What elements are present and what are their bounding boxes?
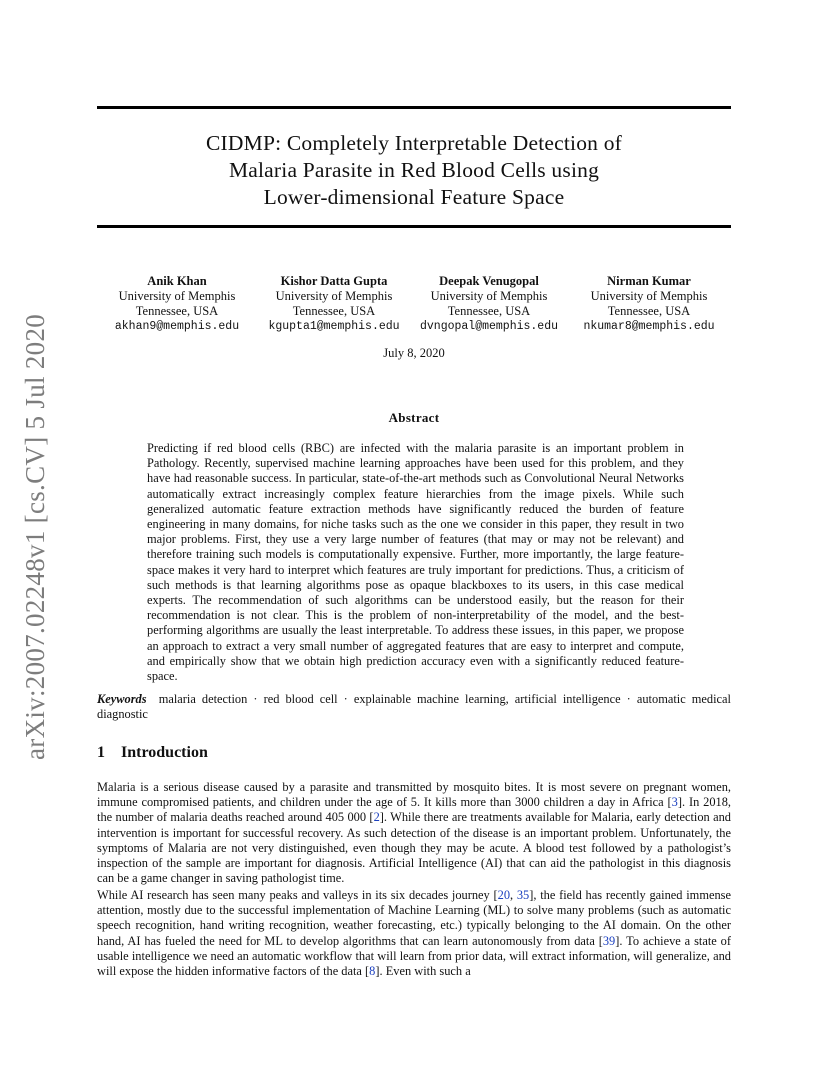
citation-link[interactable]: 39 xyxy=(602,933,616,948)
author-email[interactable]: nkumar8@memphis.edu xyxy=(583,320,715,333)
author-email[interactable]: dvngopal@memphis.edu xyxy=(419,320,559,333)
author-affiliation: University of Memphis xyxy=(430,289,548,303)
author-email[interactable]: kgupta1@memphis.edu xyxy=(268,320,400,333)
publication-date: July 8, 2020 xyxy=(383,346,445,360)
author-name: Kishor Datta Gupta xyxy=(280,274,388,288)
text-run: While AI research has seen many peaks and valleys in its six decades journey [ xyxy=(97,888,498,902)
abstract-text: Predicting if red blood cells (RBC) are infected with the malaria parasite is an important problem in Pathology. Recently, supervised machine learning approaches have been used for this problem, and they have had reasonable success. In particular, state-of-the-art methods such as Convolutional Neural Networks automatically extract increasingly complex feature hierarchies from the image pixels. While such generalized automatic feature extraction methods have significantly reduced the burden of feature engineering in many domains, for niche tasks such as the one we consider in this paper, they result in two major problems. First, they use a very large number of features (that may or may not be relevant) and therefore training such models is computationally expensive. Further, more importantly, the large feature-space makes it very hard to interpret which features are truly important for predictions. Thus, a criticism of such methods is that learning algorithms pose as opaque blackboxes to its users, in this case medical experts. The recommendation of such algorithms can be understood easily, but the reason for their recommendation is not clear. This is the problem of non-interpretability of the model, and the best-performing algorithms are usually the least interpretable. To address these issues, in this paper, we propose an approach to extract a very small number of aggregated features that are easy to interpret and compute, and empirically show that we obtain high prediction accuracy even with a significantly reduced feature-space. xyxy=(147,441,684,684)
author-3 xyxy=(413,274,565,334)
text-run: ]. In 2018, the number of malaria deaths reached around 405 000 [ xyxy=(97,795,731,825)
author-location: Tennessee, USA xyxy=(447,304,531,318)
section-number: 1 xyxy=(97,744,105,761)
citation-link[interactable]: 20 xyxy=(497,888,511,902)
author-1 xyxy=(97,274,257,334)
section-title: Introduction xyxy=(121,744,208,761)
text-run: , xyxy=(510,888,517,902)
text-run: ]. To achieve a state of usable intelligence we need an automatic workflow that will learn from prior data, will extract information, will generalize, and will expose the hidden informative factors of the data [ xyxy=(97,933,731,979)
intro-paragraph-1 xyxy=(97,780,731,886)
citation-link[interactable]: 3 xyxy=(671,795,678,810)
author-affiliation: University of Memphis xyxy=(275,289,393,303)
author-location: Tennessee, USA xyxy=(292,304,376,318)
author-block xyxy=(97,274,731,344)
author-affiliation: University of Memphis xyxy=(590,289,708,303)
abstract-heading: Abstract xyxy=(388,410,440,425)
title-bottom-rule xyxy=(97,225,731,228)
title-line-1: CIDMP: Completely Interpretable Detection of xyxy=(206,131,622,155)
text-run: ]. While there are treatments available for Malaria, early detection and intervention is important for successful recovery. As such detection of the disease is an important problem. Unfortunately, the symptoms of Malaria are not very distinguished, even though they may be acute. A blood test followed by a pathologist’s inspection of the sample are important for diagnosis. Artificial Intelligence (AI) that can aid the pathologist in this diagnosis can be a game changer in saving pathologist time. xyxy=(97,810,731,886)
author-2 xyxy=(255,274,413,334)
title-line-2: Malaria Parasite in Red Blood Cells using xyxy=(228,158,600,182)
title-line-3: Lower-dimensional Feature Space xyxy=(263,185,565,209)
text-run: ], the field has recently gained immense attention, mostly due to the successful implementation of Machine Learning (ML) to solve many problems (such as automatic speech recognition, hand writing recognition, weather forecasting, etc.) typically belonging to the AI domain. On the other hand, AI has fueled the need for ML to develop algorithms that can learn autonomously from data [ xyxy=(97,888,731,948)
author-4 xyxy=(573,274,725,334)
author-name: Anik Khan xyxy=(147,274,207,288)
citation-link[interactable]: 8 xyxy=(369,964,376,979)
citation-link[interactable]: 2 xyxy=(373,810,380,825)
keywords xyxy=(97,692,731,722)
title-top-rule xyxy=(97,106,731,109)
author-name: Nirman Kumar xyxy=(607,274,691,288)
citation-link[interactable]: 35 xyxy=(516,888,530,902)
author-location: Tennessee, USA xyxy=(135,304,219,318)
text-run: ]. Even with such a xyxy=(375,964,471,979)
intro-paragraph-2 xyxy=(97,888,731,979)
text-run: Malaria is a serious disease caused by a parasite and transmitted by mosquito bites. It is most severe on pregnant women, immune compromised patients, and children under the age of 5. It kills more than 3000 children a day in Africa [ xyxy=(97,780,731,810)
keywords-label: Keywords xyxy=(97,692,147,706)
arxiv-identifier-stamp: arXiv:2007.02248v1 [cs.CV] 5 Jul 2020 xyxy=(20,313,50,760)
author-affiliation: University of Memphis xyxy=(118,289,236,303)
paper-title xyxy=(97,130,731,211)
author-location: Tennessee, USA xyxy=(607,304,691,318)
author-email[interactable]: akhan9@memphis.edu xyxy=(114,320,240,333)
keywords-text: malaria detection · red blood cell · explainable machine learning, artificial intelligence · automatic medical diagnostic xyxy=(97,692,731,721)
author-name: Deepak Venugopal xyxy=(439,274,539,288)
section-heading-introduction xyxy=(97,744,731,762)
